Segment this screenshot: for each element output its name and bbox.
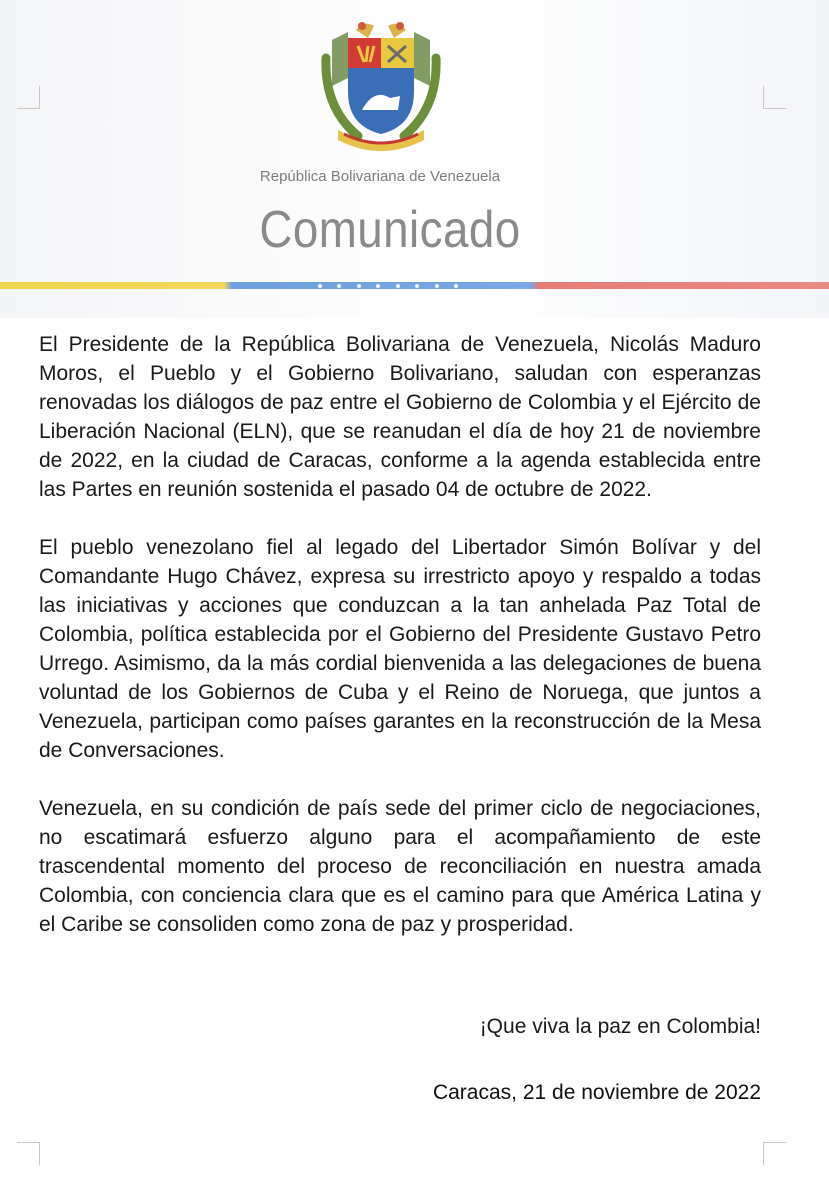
flag-stars <box>318 283 458 288</box>
star-icon <box>318 284 322 288</box>
star-icon <box>376 284 380 288</box>
page-corner-mark <box>17 1142 40 1165</box>
paragraph: El pueblo venezolano fiel al legado del Libertador Simón Bolívar y del Comandante Hugo Chávez, expresa su irrestricto apoyo y respaldo a todas las iniciativas y acciones que conduzcan a la tan anhelada Paz Total de Colombia, política establecida por el Gobierno del Presidente Gustavo Petro Urrego. Asimismo, da la más cordial bienvenida a las delegaciones de buena voluntad de los Gobiernos de Cuba y el Reino de Noruega, que juntos a Venezuela, participan como países garantes en la reconstrucción de la Mesa de Conversaciones. <box>39 536 761 762</box>
paragraph: El Presidente de la República Bolivariana de Venezuela, Nicolás Maduro Moros, el Pueblo y el Gobierno Bolivariano, saludan con esperanzas renovadas los diálogos de paz entre el Gobierno de Colombia y el Ejército de Liberación Nacional (ELN), que se reanudan el día de hoy 21 de noviembre de 2022, en la ciudad de Caracas, conforme a la agenda establecida entre las Partes en reunión sostenida el pasado 04 de octubre de 2022. <box>39 333 761 501</box>
closing-line: ¡Que viva la paz en Colombia! <box>479 1015 761 1038</box>
coat-of-arms-icon <box>318 18 444 154</box>
star-icon <box>435 284 439 288</box>
place-and-date: Caracas, 21 de noviembre de 2022 <box>432 1081 761 1104</box>
star-icon <box>454 284 458 288</box>
star-icon <box>357 284 361 288</box>
star-icon <box>337 284 341 288</box>
star-icon <box>415 284 419 288</box>
communique-body <box>39 330 761 939</box>
paragraph: Venezuela, en su condición de país sede del primer ciclo de negociaciones, no escatimará esfuerzo alguno para el acompañamiento de este trascendental momento del proceso de reconciliación en nuestra amada Colombia, con conciencia clara que es el camino para que América Latina y el Caribe se consoliden como zona de paz y prosperidad. <box>39 797 761 936</box>
country-name: República Bolivariana de Venezuela <box>259 168 501 185</box>
page-corner-mark <box>17 86 40 109</box>
page-corner-mark <box>763 1142 786 1165</box>
star-icon <box>396 284 400 288</box>
document-title: Comunicado <box>259 201 521 259</box>
page-corner-mark <box>763 86 786 109</box>
